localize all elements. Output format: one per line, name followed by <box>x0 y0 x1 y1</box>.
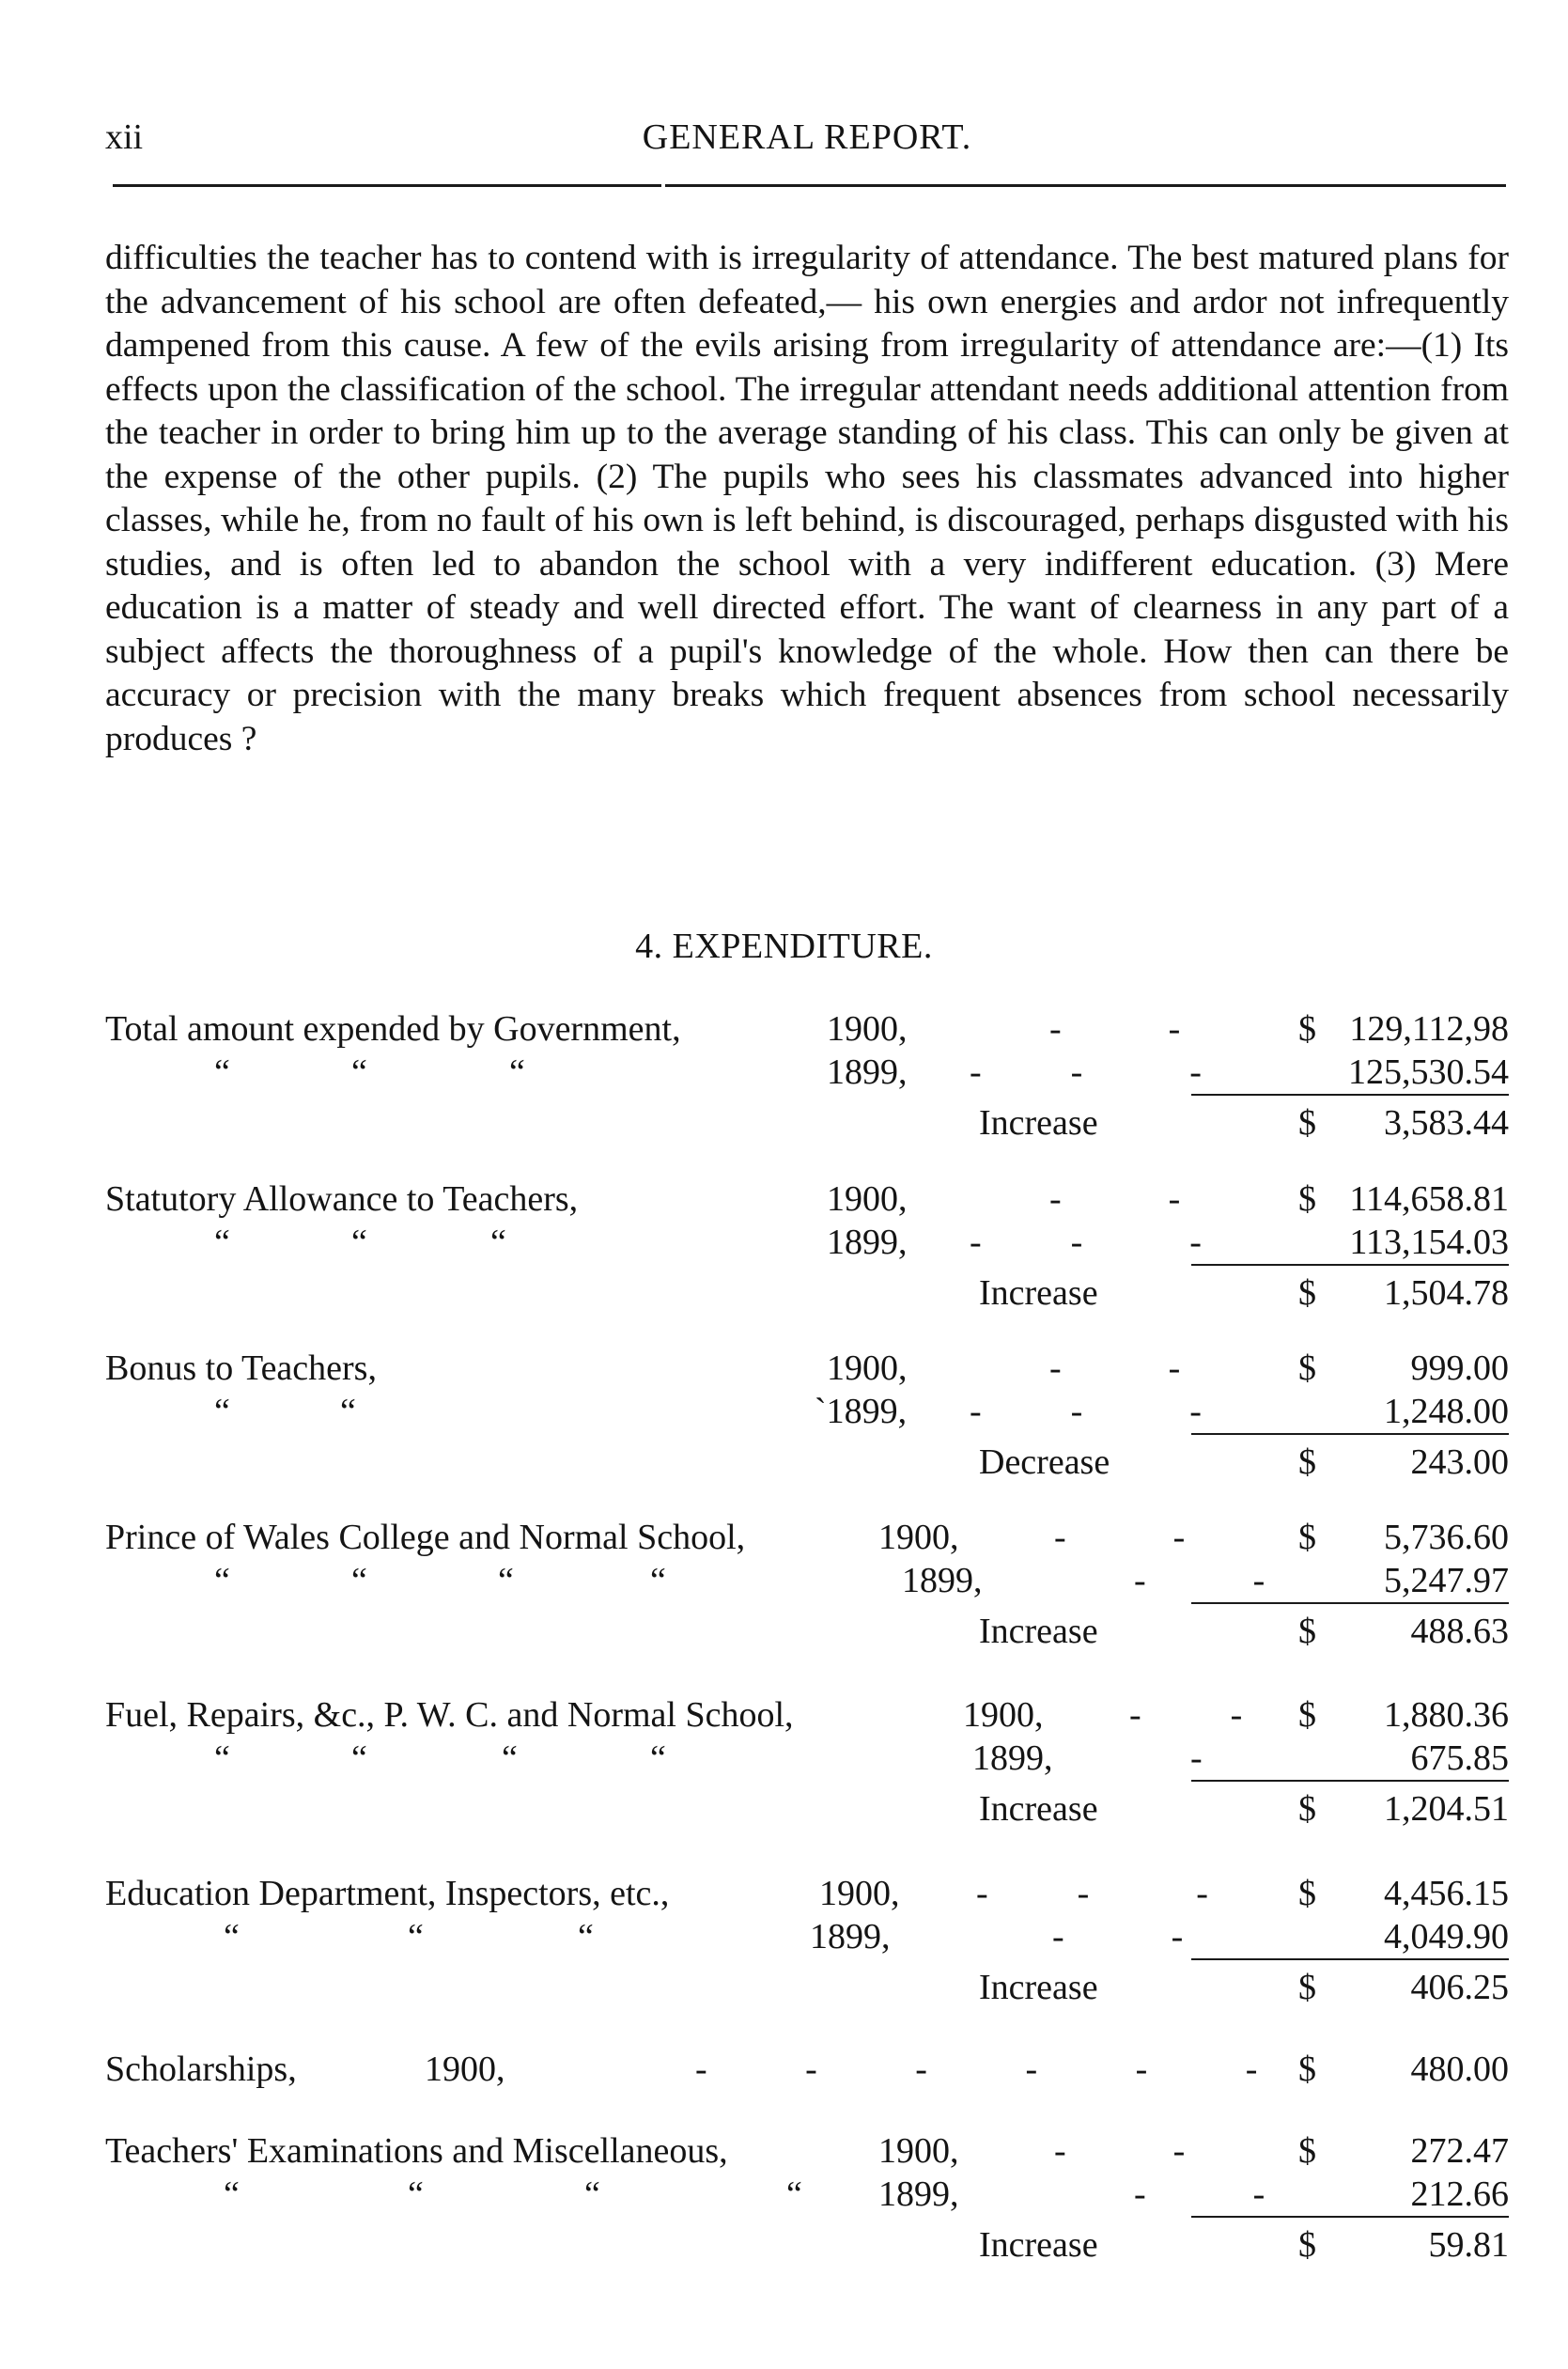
expenditure-row-1899 <box>105 1222 1509 1263</box>
ditto-mark: “ <box>351 1738 367 1778</box>
dash-leader: - - - <box>970 1392 1202 1431</box>
ditto-mark: “ <box>584 2174 600 2214</box>
expenditure-row-1899 <box>105 2174 1509 2215</box>
ditto-mark: “ <box>351 1052 367 1092</box>
ditto-mark: “ <box>502 1738 518 1778</box>
sum-rule <box>1191 1264 1509 1266</box>
sum-rule <box>1191 1602 1509 1604</box>
row-year: 1900, <box>878 2131 959 2171</box>
row-amount: 4,049.90 <box>1384 1917 1509 1956</box>
row-label: Teachers' Examinations and Miscellaneous, <box>105 2131 728 2171</box>
row-year: 1900, <box>827 1179 908 1219</box>
row-label: Bonus to Teachers, <box>105 1348 377 1388</box>
dollar-sign: $ <box>1298 1518 1316 1557</box>
expenditure-row-1899 <box>105 1391 1509 1432</box>
dash-leader: - - - <box>970 1223 1202 1262</box>
row-amount: 4,456.15 <box>1384 1874 1509 1913</box>
ditto-mark: “ <box>214 1738 230 1778</box>
dollar-sign: $ <box>1298 1009 1316 1049</box>
dash-leader: - - <box>1134 1561 1265 1600</box>
row-year: 1899, <box>902 1561 983 1600</box>
expenditure-row-1899 <box>105 1560 1509 1601</box>
row-amount: 5,736.60 <box>1384 1518 1509 1557</box>
difference-amount: 406.25 <box>1410 1968 1509 2007</box>
difference-label: Decrease <box>979 1442 1110 1482</box>
difference-label: Increase <box>979 1789 1098 1829</box>
difference-amount: 59.81 <box>1428 2225 1509 2265</box>
sum-rule <box>1191 1094 1509 1096</box>
row-year: 1900, <box>878 1518 959 1557</box>
dash-leader: - - <box>1049 1009 1181 1049</box>
difference-amount: 243.00 <box>1410 1442 1509 1482</box>
row-amount: 1,880.36 <box>1384 1695 1509 1735</box>
expenditure-row-difference <box>105 1442 1509 1483</box>
dash-leader: - - <box>1129 1695 1243 1735</box>
row-amount: 125,530.54 <box>1348 1052 1509 1092</box>
header-rule-left <box>113 184 661 187</box>
expenditure-row-difference <box>105 1102 1509 1144</box>
row-year: 1900, <box>425 2049 505 2089</box>
dollar-sign: $ <box>1298 1179 1316 1219</box>
difference-amount: 488.63 <box>1410 1612 1509 1651</box>
dollar-sign: $ <box>1298 1348 1316 1388</box>
ditto-mark: “ <box>214 1561 230 1600</box>
sum-rule <box>1191 1958 1509 1960</box>
expenditure-row-difference <box>105 1788 1509 1830</box>
dollar-sign: $ <box>1298 1442 1316 1482</box>
dash-leader: - - <box>1049 1348 1181 1388</box>
page-header <box>105 117 1509 173</box>
dash-leader: - <box>1190 1738 1203 1778</box>
row-year: 1899, <box>827 1052 908 1092</box>
dash-leader: - - - <box>976 1874 1208 1913</box>
ditto-mark: “ <box>214 1223 230 1262</box>
ditto-mark: “ <box>509 1052 525 1092</box>
dollar-sign: $ <box>1298 1273 1316 1313</box>
dollar-sign: $ <box>1298 2131 1316 2171</box>
header-rule-right <box>665 184 1506 187</box>
expenditure-row-1900 <box>105 1178 1509 1220</box>
row-year: 1899, <box>810 1917 891 1956</box>
dollar-sign: $ <box>1298 1789 1316 1829</box>
dash-leader: - - <box>1134 2174 1265 2214</box>
expenditure-row-difference <box>105 2224 1509 2266</box>
row-year: 1899, <box>827 1223 908 1262</box>
expenditure-row-1900 <box>105 2130 1509 2172</box>
expenditure-row-difference <box>105 1272 1509 1314</box>
expenditure-row-1900 <box>105 1008 1509 1050</box>
ditto-mark: “ <box>351 1223 367 1262</box>
ditto-mark: “ <box>490 1223 506 1262</box>
row-amount: 272.47 <box>1410 2131 1509 2171</box>
ditto-mark: “ <box>786 2174 802 2214</box>
expenditure-row-1899 <box>105 1738 1509 1779</box>
row-year: 1900, <box>819 1874 900 1913</box>
ditto-mark: “ <box>408 1917 424 1956</box>
difference-amount: 3,583.44 <box>1384 1103 1509 1143</box>
row-year: 1899, <box>878 2174 959 2214</box>
expenditure-row-1899 <box>105 1916 1509 1957</box>
row-label: Fuel, Repairs, &c., P. W. C. and Normal School, <box>105 1695 794 1735</box>
dollar-sign: $ <box>1298 2049 1316 2089</box>
expenditure-row-1900 <box>105 1348 1509 1389</box>
difference-label: Increase <box>979 1968 1098 2007</box>
row-label: Prince of Wales College and Normal School, <box>105 1518 746 1557</box>
dollar-sign: $ <box>1298 1103 1316 1143</box>
expenditure-row-difference <box>105 1967 1509 2008</box>
page-number: xii <box>105 117 144 157</box>
dash-leader: - - <box>1054 1518 1186 1557</box>
body-paragraph: difficulties the teacher has to contend with is irregularity of attendance. The best matured plans for the advancement of his school are often defeated,— his own energies and ardor not infrequently dampened from this cause. A few of the evils arising from irregularity of attendance are:—(1) Its effects upon the classification of the school. The irregular attendant needs additional attention from the teacher in order to bring him up to the average standing of his class. This can only be given at the expense of the other pupils. (2) The pupils who sees his classmates advanced into higher classes, while he, from no fault of his own is left behind, is discouraged, perhaps disgusted with his studies, and is often led to abandon the school with a very indifferent education. (3) Mere education is a matter of steady and well directed effort. The want of clearness in any part of a subject affects the thoroughness of a pupil's knowledge of the whole. How then can there be accuracy or precision with the many breaks which frequent absences from school necessarily produces ? <box>105 239 1509 758</box>
difference-label: Increase <box>979 1103 1098 1143</box>
ditto-mark: “ <box>214 1052 230 1092</box>
expenditure-row-1900 <box>105 2049 1509 2090</box>
ditto-mark: “ <box>214 1392 230 1431</box>
dollar-sign: $ <box>1298 1968 1316 2007</box>
row-label: Scholarships, <box>105 2049 297 2089</box>
expenditure-row-1900 <box>105 1694 1509 1736</box>
row-label: Statutory Allowance to Teachers, <box>105 1179 579 1219</box>
row-year: `1899, <box>815 1392 908 1431</box>
difference-label: Increase <box>979 1612 1098 1651</box>
ditto-mark: “ <box>340 1392 356 1431</box>
row-year: 1900, <box>827 1348 908 1388</box>
ditto-mark: “ <box>351 1561 367 1600</box>
expenditure-row-difference <box>105 1611 1509 1652</box>
difference-label: Increase <box>979 2225 1098 2265</box>
row-amount: 5,247.97 <box>1384 1561 1509 1600</box>
sum-rule <box>1191 1433 1509 1435</box>
expenditure-row-1900 <box>105 1517 1509 1558</box>
row-year: 1900, <box>827 1009 908 1049</box>
row-amount: 480.00 <box>1410 2049 1509 2089</box>
ditto-mark: “ <box>408 2174 424 2214</box>
ditto-mark: “ <box>578 1917 594 1956</box>
dollar-sign: $ <box>1298 2225 1316 2265</box>
ditto-mark: “ <box>498 1561 514 1600</box>
difference-label: Increase <box>979 1273 1098 1313</box>
dollar-sign: $ <box>1298 1695 1316 1735</box>
dash-leader: - - <box>1052 1917 1184 1956</box>
row-label: Education Department, Inspectors, etc., <box>105 1874 670 1913</box>
ditto-mark: “ <box>224 2174 240 2214</box>
dash-leader: - - <box>1054 2131 1186 2171</box>
ditto-mark: “ <box>650 1561 666 1600</box>
ditto-mark: “ <box>650 1738 666 1778</box>
section-heading: 4. EXPENDITURE. <box>635 927 933 966</box>
running-title: GENERAL REPORT. <box>642 117 972 157</box>
row-amount: 113,154.03 <box>1349 1223 1509 1262</box>
dollar-sign: $ <box>1298 1874 1316 1913</box>
row-year: 1899, <box>972 1738 1053 1778</box>
row-amount: 1,248.00 <box>1384 1392 1509 1431</box>
row-amount: 114,658.81 <box>1349 1179 1509 1219</box>
expenditure-row-1899 <box>105 1052 1509 1093</box>
sum-rule <box>1191 2216 1509 2218</box>
sum-rule <box>1191 1780 1509 1782</box>
dollar-sign: $ <box>1298 1612 1316 1651</box>
row-amount: 999.00 <box>1410 1348 1509 1388</box>
dash-leader: - - - - - - <box>695 2049 1258 2089</box>
difference-amount: 1,204.51 <box>1384 1789 1509 1829</box>
dash-leader: - - <box>1049 1179 1181 1219</box>
difference-amount: 1,504.78 <box>1384 1273 1509 1313</box>
ditto-mark: “ <box>224 1917 240 1956</box>
row-amount: 212.66 <box>1410 2174 1509 2214</box>
row-amount: 675.85 <box>1410 1738 1509 1778</box>
row-amount: 129,112,98 <box>1349 1009 1509 1049</box>
row-year: 1900, <box>963 1695 1044 1735</box>
expenditure-row-1900 <box>105 1873 1509 1914</box>
row-label: Total amount expended by Government, <box>105 1009 681 1049</box>
dash-leader: - - - <box>970 1052 1202 1092</box>
